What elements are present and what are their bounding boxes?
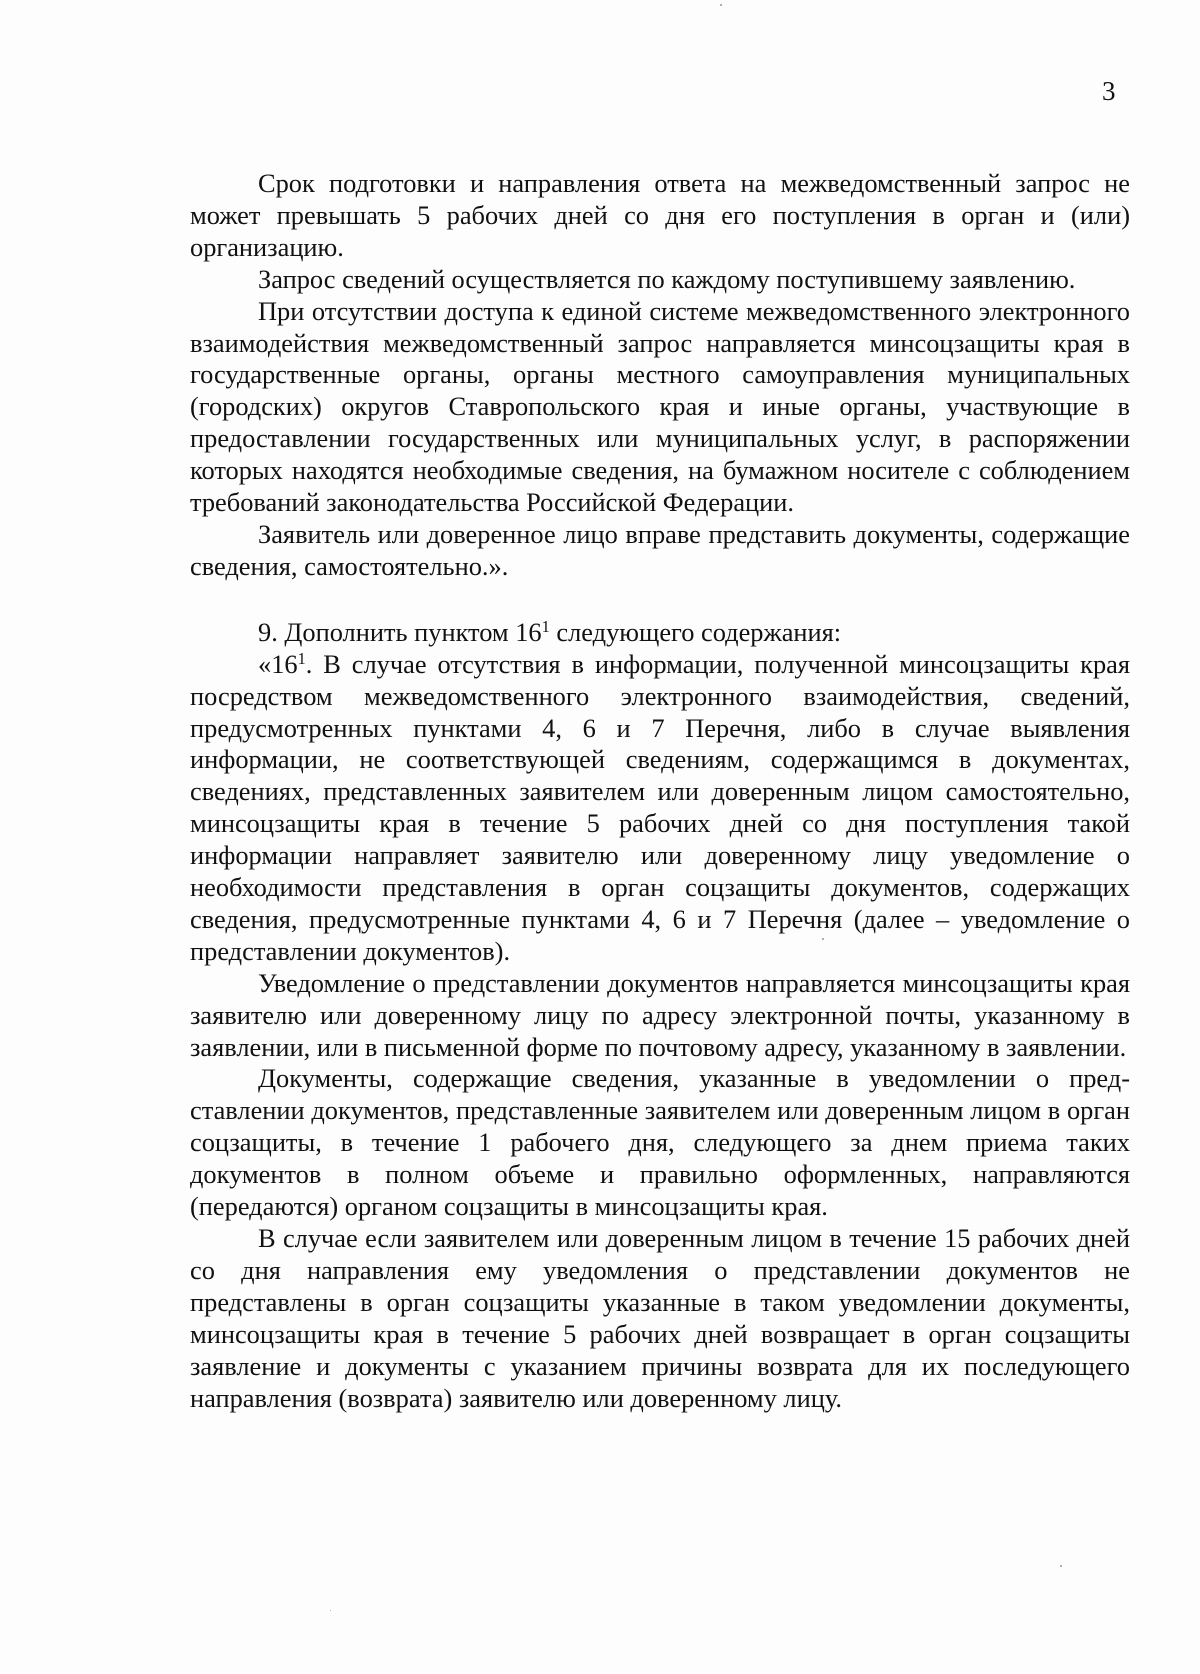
item-9-text-end: следующего содержания: — [549, 616, 842, 647]
paragraph-notice-delivery: Уведомление о представлении документов направляется минсоцзащиты края заявителю или доверенному лицу по адресу электронной почты, указанному в заявлении, или в письменной форме по почтовому адресу, указанному в заявлении. — [190, 967, 1130, 1062]
clause-16-1-start: «16 — [258, 648, 298, 679]
clause-16-1-superscript: 1 — [297, 648, 306, 668]
clause-16-1-text: . В случае отсутствия в информации, полученной минсоцзащиты края посредством межведомственного электронного взаимодействия, сведений, предусмотренных пунктами 4, 6 и 7 Перечня, либо в случае выявления информации, не соответствующей сведениям, содержащимся в документах, сведениях, представленных заявителем или доверенным лицом самостоятельно, минсоцзащиты края в течение 5 рабочих дней со дня поступления такой информации направляет заявителю или доверенному лицу уведомление о необходимости представления в орган соцзащиты документов, содержащих сведения, предусмотренные пунктами 4, 6 и 7 Перечня (далее – уведомление о представлении документов). — [190, 648, 1130, 966]
item-9-text: 9. Дополнить пунктом 16 — [258, 616, 542, 647]
paragraph-documents-return: В случае если заявителем или доверенным лицом в течение 15 рабочих дней со дня направления ему уведомления о представлении документов не представлены в орган соцзащиты указанные в таком уведомлении документы, минсоцзащиты края в течение 5 рабочих дней возвращает в орган соцзащиты заявление и документы с указанием причины возврата для их последующего направления (возврата) заявителю или доверенному лицу. — [190, 1223, 1130, 1413]
scan-speck — [720, 4, 722, 6]
paragraph-request-per-application: Запрос сведений осуществляется по каждому поступившему заявлению. — [258, 263, 1076, 294]
page-number: 3 — [1102, 76, 1116, 106]
scan-speck — [330, 1610, 331, 1611]
scan-speck — [1060, 1565, 1062, 1567]
paragraph-item-9 — [190, 617, 1130, 649]
item-9-superscript: 1 — [541, 616, 550, 636]
paragraph-clause-16-1 — [190, 649, 1130, 968]
paragraph-response-deadline: Срок подготовки и направления ответа на межведомственный запрос не может превышать 5 рабочих дней со дня его поступления в орган и (или) организацию. — [190, 168, 1130, 262]
document-body — [190, 168, 1130, 1414]
paragraph-paper-request: При отсутствии доступа к единой системе межведомственного электронного взаимодействия межведомственный запрос направляется минсоцзащиты края в государственные органы, органы местного самоуправления муниципальных (городских) округов Ставропольского края и иные органы, участвующие в предоставлении государственных или муниципальных услуг, в распоряжении которых находятся необходимые сведения, на бумажном носителе с соблюдением требований законодательства Российской Федерации. — [190, 295, 1130, 518]
paragraph-documents-transfer: Документы, содержащие сведения, указанные в уведомлении о представлении документов, представленные заявителем или доверенным лицом в орган соцзащиты, в течение 1 рабочего дня, следующего за днем приема таких документов в полном объеме и правильно оформленных, направляются (передаются) органом соцзащиты в минсоцзащиты края. — [190, 1063, 1130, 1222]
scan-speck — [822, 938, 824, 940]
paragraph-self-submission: Заявитель или доверенное лицо вправе представить документы, содержащие сведения, самостоятельно.». — [190, 518, 1130, 581]
